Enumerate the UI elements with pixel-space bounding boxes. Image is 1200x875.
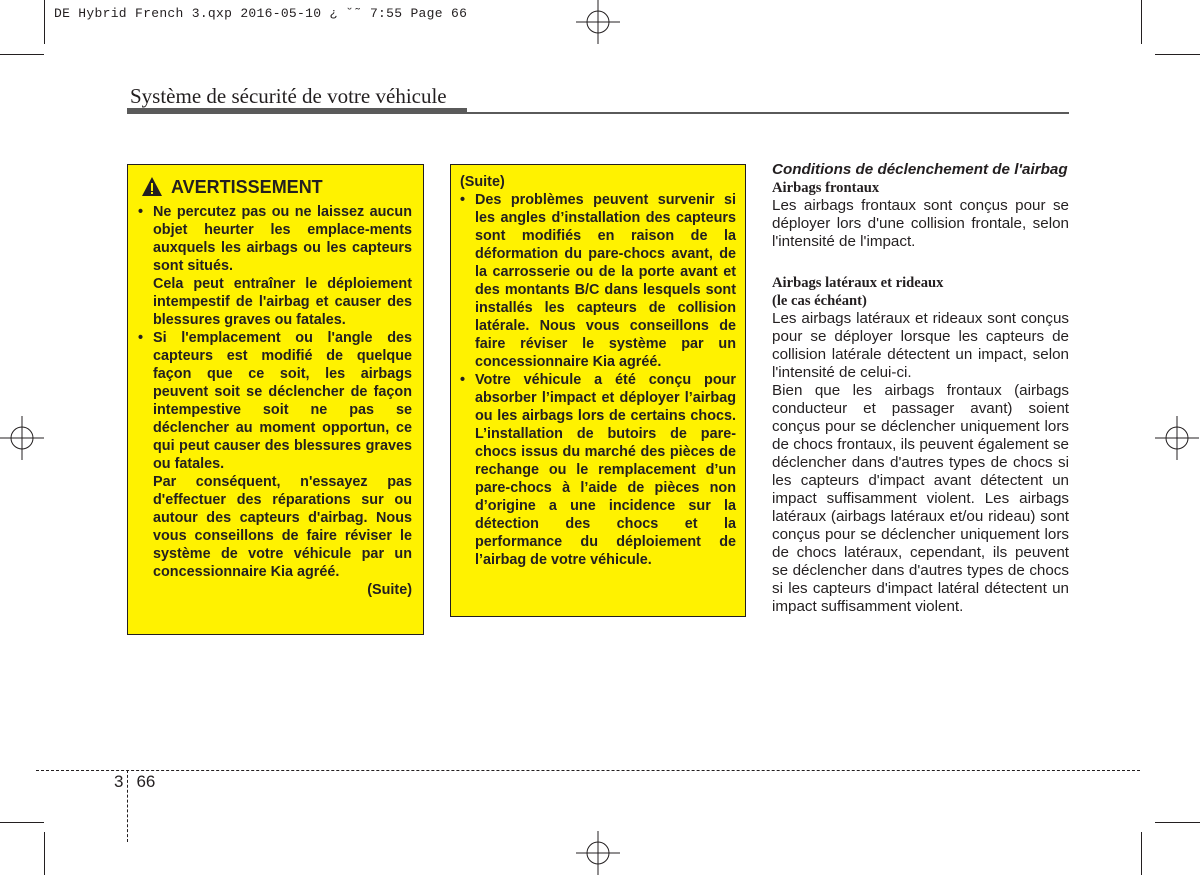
header-rule-thin — [467, 112, 1069, 114]
registration-mark-icon — [1155, 416, 1199, 460]
registration-mark-icon — [576, 0, 620, 44]
continued-label: (Suite) — [367, 582, 412, 598]
crop-mark — [1155, 54, 1200, 55]
warning-bullet: • Si l'emplacement ou l'angle des capteurs est modifié de quelque façon que ce soit, les airbags peuvent soit se déclencher de façon intempestive soit ne pas se déclencher au moment opportun, ce qui peut causer des blessures graves ou fatales. — [138, 329, 412, 473]
crop-mark — [0, 822, 44, 823]
warning-paragraph: Cela peut entraîner le déploiement intempestif de l'airbag et causer des blessures graves ou fatales. — [153, 276, 412, 328]
header-rule-thick — [127, 108, 467, 114]
section-title: Conditions de déclenchement de l'airbag — [772, 161, 1068, 178]
chapter-number: 3 — [114, 772, 124, 791]
warning-heading — [138, 175, 412, 199]
registration-mark-icon — [0, 416, 44, 460]
page-number — [114, 772, 155, 792]
subsection-title-note: (le cas échéant) — [772, 293, 867, 309]
crop-mark — [1141, 832, 1142, 875]
warning-bullet: • Ne percutez pas ou ne laissez aucun objet heurter les emplace-ments auxquels les airbags ou les capteurs sont situés. — [138, 203, 412, 275]
continued-heading: (Suite) — [460, 174, 505, 190]
warning-bullet: • Des problèmes peuvent survenir si les angles d’installation des capteurs sont modifiés en raison de la déformation du pare-chocs avant, de la carrosserie ou de la porte avant et des montants B/C dans lesquels sont installés les capteurs de collision latérale. Nous vous conseillons de faire réviser le système par un concessionnaire Kia agréé. — [460, 191, 736, 371]
crop-mark — [44, 832, 45, 875]
warning-bullet: • Votre véhicule a été conçu pour absorber l’impact et déployer l’airbag ou les airbags lors de certains chocs. L’installation de butoirs de pare-chocs issus du marché des pièces de rechange ou le remplacement d’un pare-chocs à l’aide de pièces non d’origine a une incidence sur la détection des chocs et la performance du déploiement de l’airbag de votre véhicule. — [460, 371, 736, 569]
body-paragraph: Les airbags frontaux sont conçus pour se déployer lors d'une collision frontale, selon l'intensité de l'impact. — [772, 197, 1069, 250]
page-header-title: Système de sécurité de votre véhicule — [130, 84, 447, 108]
warning-box-continued — [450, 164, 746, 617]
body-paragraph: Les airbags latéraux et rideaux sont conçus pour se déployer lorsque les capteurs de collision latérale détectent un impact, selon l'intensité de celui-ci. — [772, 310, 1069, 381]
crop-mark — [1155, 822, 1200, 823]
subsection-title: Airbags latéraux et rideaux — [772, 275, 944, 291]
warning-title: AVERTISSEMENT — [171, 177, 323, 197]
crop-mark — [1141, 0, 1142, 44]
body-paragraph: Bien que les airbags frontaux (airbags conducteur et passager avant) soient conçus pour se déclencher uniquement lors de chocs frontaux, ils peuvent également se déclencher dans d'autres types de chocs si les capteurs d'impact avant détectent un impact suffisamment violent. Les airbags latéraux (airbags latéraux et/ou rideau) sont conçus pour se déclencher uniquement lors de chocs latéraux, cependant, ils peuvent se déclencher dans d'autres types de chocs si les capteurs d'impact latéral détectent un impact suffisamment violent. — [772, 382, 1069, 615]
warning-paragraph: Par conséquent, n'essayez pas d'effectuer des réparations sur ou autour des capteurs d'airbag. Nous vous conseillons de faire réviser le système de votre véhicule par un concessionnaire Kia agréé. — [153, 474, 412, 580]
warning-triangle-icon — [141, 176, 163, 198]
subsection-title: Airbags frontaux — [772, 180, 880, 196]
registration-mark-icon — [576, 831, 620, 875]
print-slug: DE Hybrid French 3.qxp 2016-05-10 ¿ ˘˜ 7:55 Page 66 — [54, 6, 468, 21]
footer-dashed-rule — [36, 770, 1140, 771]
crop-mark — [44, 0, 45, 44]
page-number-value: 66 — [136, 772, 156, 791]
crop-mark — [0, 54, 44, 55]
warning-box — [127, 164, 424, 635]
text-column — [772, 161, 1069, 616]
